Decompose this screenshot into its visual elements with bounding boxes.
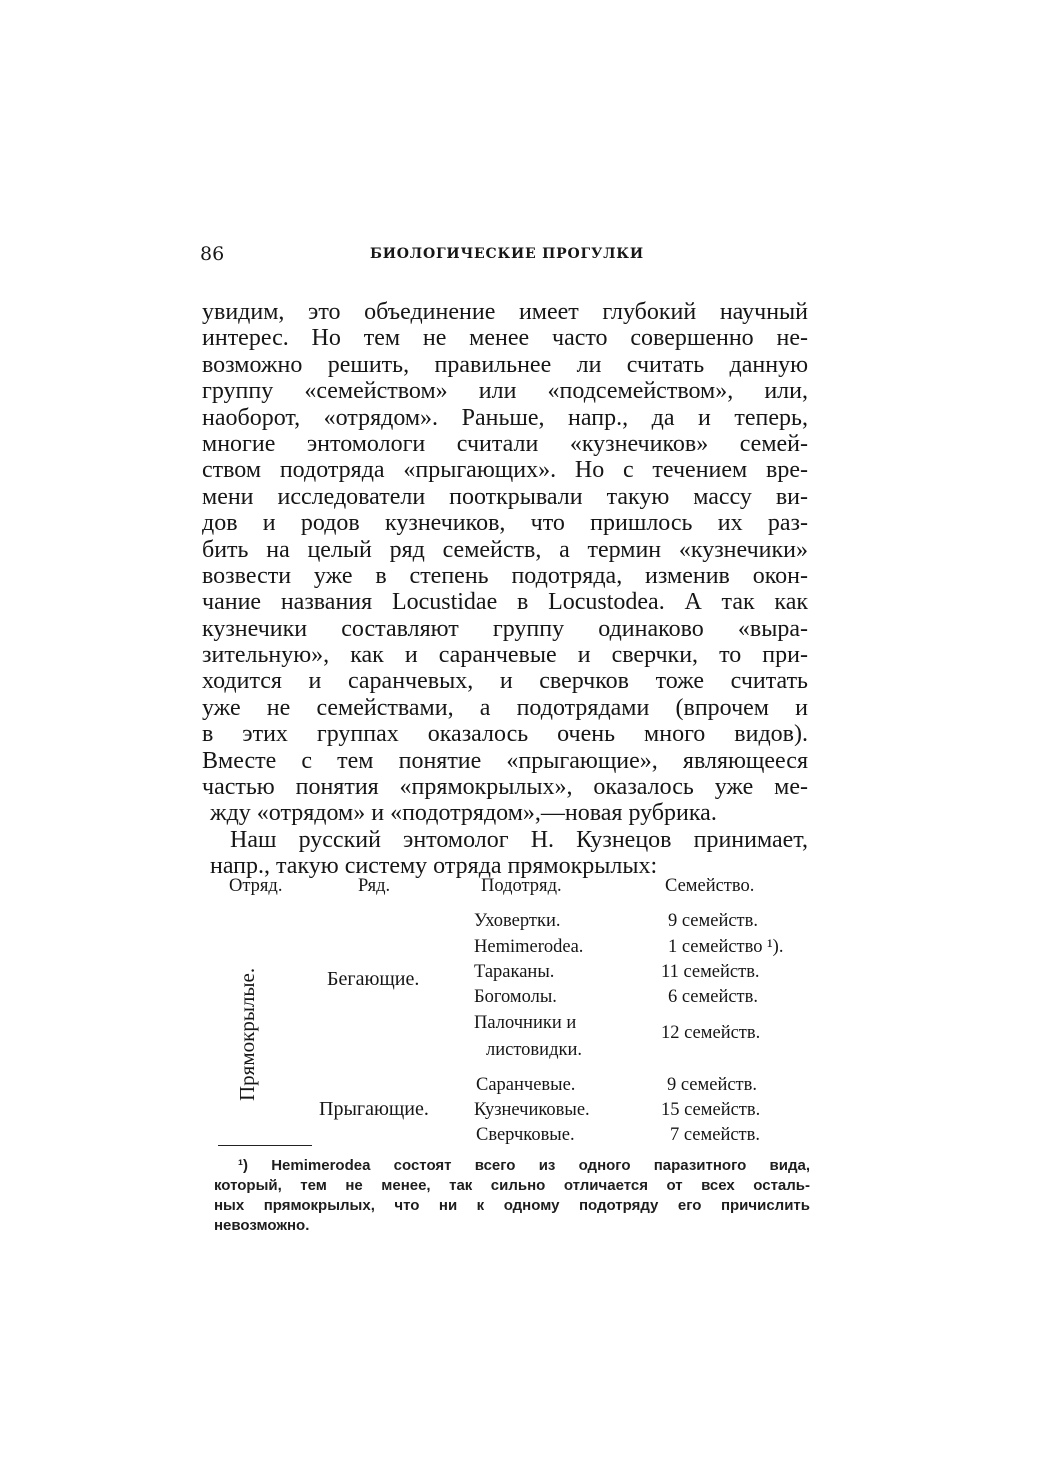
text-line: Вместе с тем понятие «прыгающие», являющееся bbox=[202, 747, 808, 774]
text-line: группу «семейством» или «подсемейством», или, bbox=[202, 378, 808, 405]
suborder-cell: Саранчевые. bbox=[476, 1075, 576, 1095]
page-number: 86 bbox=[200, 243, 225, 265]
footnote bbox=[214, 1156, 810, 1236]
footnote-line: который, тем не менее, так сильно отличается от всех осталь- bbox=[214, 1177, 810, 1194]
text-line: чание названия Locustidae в Locustodea. А так как bbox=[202, 589, 808, 616]
text-line: напр., такую систему отряда прямокрылых: bbox=[210, 853, 658, 880]
group-name: Бегающие. bbox=[327, 968, 420, 990]
suborder-cell: Богомолы. bbox=[474, 987, 557, 1007]
text-line: кузнечики составляют группу одинаково «выра- bbox=[202, 615, 808, 642]
suborder-cell: Hemimerodea. bbox=[474, 937, 584, 957]
header-order: Отряд. bbox=[229, 876, 283, 896]
family-cell: 9 семейств. bbox=[668, 911, 758, 931]
running-title: БИОЛОГИЧЕСКИЕ ПРОГУЛКИ bbox=[370, 246, 644, 262]
text-line: увидим, это объединение имеет глубокий научный bbox=[202, 299, 808, 325]
suborder-cell: Уховертки. bbox=[474, 911, 561, 931]
text-line: мени исследователи пооткрывали такую массу ви- bbox=[202, 483, 808, 510]
family-cell: 9 семейств. bbox=[667, 1075, 757, 1095]
group-name: Прыгающие. bbox=[319, 1098, 429, 1120]
text-line: зительную», как и саранчевые и сверчки, то при- bbox=[202, 642, 808, 669]
family-cell: 1 семейство ¹). bbox=[668, 937, 784, 957]
text-line: жду «отрядом» и «подотрядом»,—новая рубрика. bbox=[210, 800, 717, 827]
text-line: уже не семействами, а подотрядами (впрочем и bbox=[202, 694, 808, 721]
suborder-cell: Сверчковые. bbox=[476, 1125, 575, 1145]
text-line: Наш русский энтомолог Н. Кузнецов принимает, bbox=[230, 826, 808, 853]
text-line: интерес. Но тем не менее часто совершенно не- bbox=[202, 325, 808, 352]
body-text bbox=[202, 299, 808, 880]
text-line: возможно решить, правильнее ли считать данную bbox=[202, 351, 808, 378]
suborder-cell: Палочники и bbox=[474, 1013, 577, 1033]
text-line: частью понятия «прямокрылых», оказалось уже ме- bbox=[202, 774, 808, 801]
header-family: Семейство. bbox=[665, 876, 755, 896]
suborder-cell: Тараканы. bbox=[474, 962, 555, 982]
text-line: наоборот, «отрядом». Раньше, напр., да и теперь, bbox=[202, 404, 808, 431]
text-line: ством подотряда «прыгающих». Но с течением вре- bbox=[202, 457, 808, 484]
footnote-divider bbox=[218, 1145, 312, 1146]
text-line: ходится и саранчевых, и сверчков тоже считать bbox=[202, 668, 808, 695]
text-line: бить на целый ряд семейств, а термин «кузнечики» bbox=[202, 536, 808, 563]
family-cell: 12 семейств. bbox=[661, 1023, 761, 1043]
footnote-line: невозможно. bbox=[214, 1217, 310, 1234]
page-header bbox=[200, 243, 810, 267]
text-line: возвести уже в степень подотряда, изменив окон- bbox=[202, 562, 808, 589]
classification-table bbox=[215, 876, 815, 1146]
family-cell: 15 семейств. bbox=[661, 1100, 761, 1120]
family-cell: 7 семейств. bbox=[670, 1125, 760, 1145]
footnote-line: ¹) Hemimerodea состоят всего из одного паразитного вида, bbox=[238, 1157, 810, 1174]
suborder-cell: листовидки. bbox=[486, 1040, 582, 1060]
family-cell: 6 семейств. bbox=[668, 987, 758, 1007]
order-name: Прямокрылые. bbox=[235, 967, 259, 1101]
header-row: Ряд. bbox=[358, 876, 391, 896]
text-line: в этих группах оказалось очень много видов). bbox=[202, 721, 808, 748]
footnote-line: ных прямокрылых, что ни к одному подотряду его причислить bbox=[214, 1197, 810, 1214]
header-suborder: Подотряд. bbox=[481, 876, 562, 896]
text-line: многие энтомологи считали «кузнечиков» семей- bbox=[202, 430, 808, 457]
suborder-cell: Кузнечиковые. bbox=[474, 1100, 590, 1120]
text-line: дов и родов кузнечиков, что пришлось их раз- bbox=[202, 510, 808, 537]
family-cell: 11 семейств. bbox=[661, 962, 760, 982]
